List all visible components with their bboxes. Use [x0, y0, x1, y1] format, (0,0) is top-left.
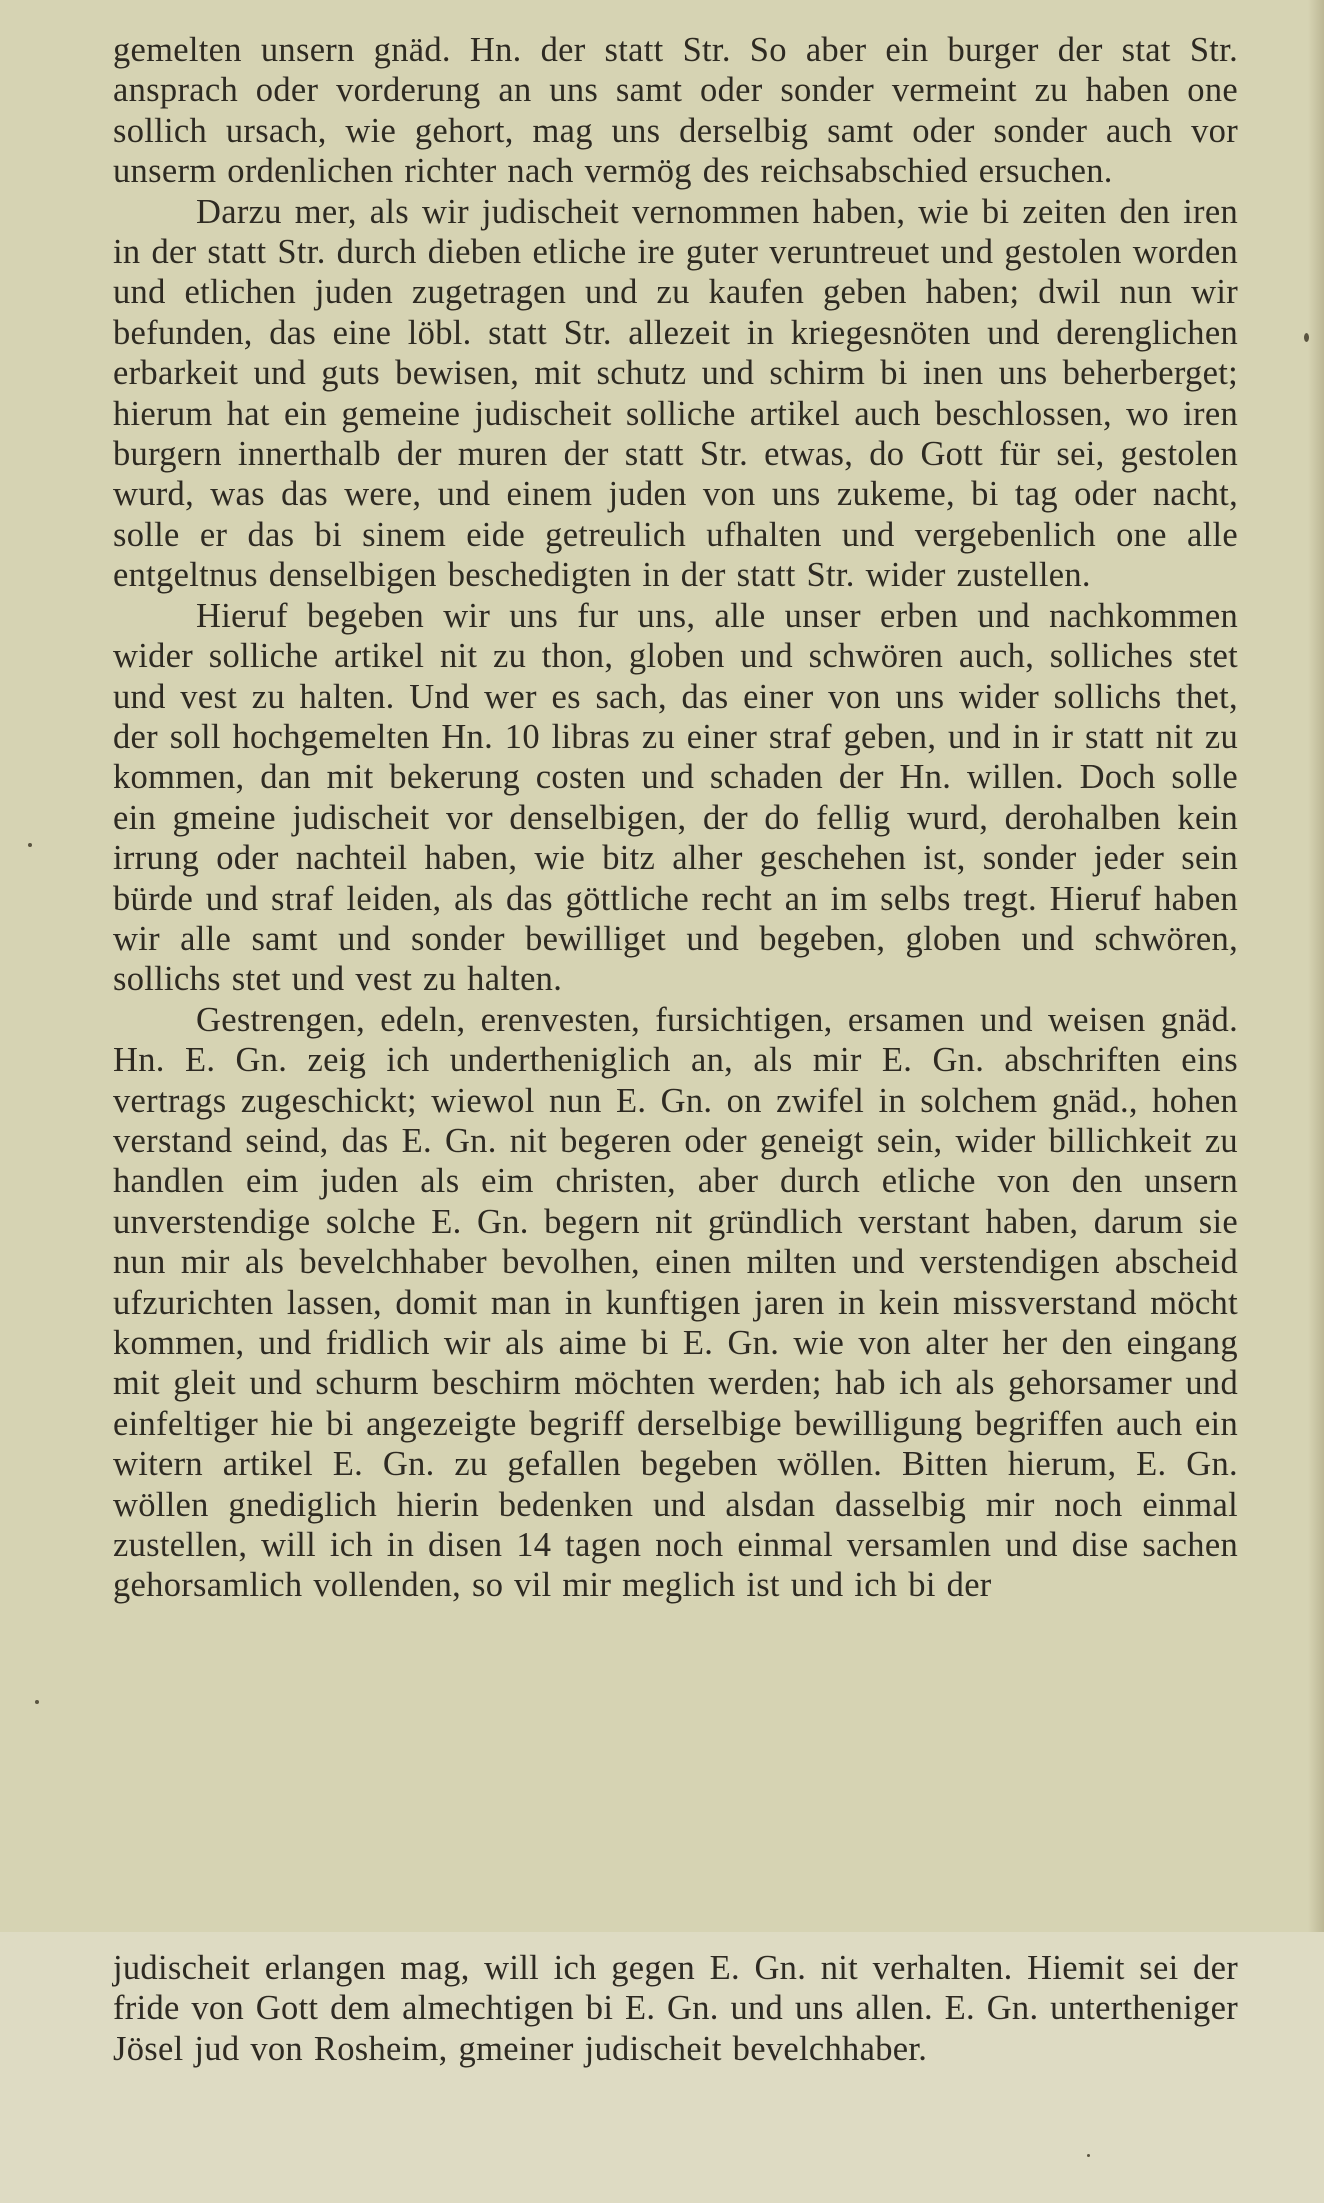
ink-speck — [28, 843, 32, 847]
ink-speck — [1087, 2154, 1090, 2157]
paragraph-4: Gestrengen, edeln, erenvesten, fursichtigen, ersamen und weisen gnäd. Hn. E. Gn. zeig ich undertheniglich an, als mir E. Gn. abschriften eins vertrags zugeschickt; wiewol nun E. Gn. on zwifel in solchem gnäd., hohen verstand seind, das E. Gn. nit begeren oder geneigt sein, wider billichkeit zu handlen eim juden als eim christen, aber durch etliche von den unsern unverstendige solche E. Gn. begern nit gründlich verstant haben, darum sie nun mir als bevelchhaber bevolhen, einen milten und verstendigen abscheid ufzurichten lassen, domit man in kunftigen jaren in kein missverstand möcht kommen, und fridlich wir als aime bi E. Gn. wie von alter her den eingang mit gleit und schurm beschirm möchten werden; hab ich als gehorsamer und einfeltiger hie bi angezeigte begriff derselbige bewilligung begriffen auch ein witern artikel E. Gn. zu gefallen begeben wöllen. Bitten hierum, E. Gn. wöllen gnediglich hierin bedenken und alsdan dasselbig mir noch einmal zustellen, will ich in disen 14 tagen noch einmal versamlen und dise sachen gehorsamlich vollenden, so vil mir meglich ist und ich bi der — [113, 1000, 1238, 1605]
ink-speck — [1304, 333, 1309, 342]
ink-speck — [35, 1700, 39, 1704]
paragraph-3: Hieruf begeben wir uns fur uns, alle unser erben und nachkommen wider solliche artikel nit zu thon, globen und schwören auch, solliches stet und vest zu halten. Und wer es sach, das einer von uns wider sollichs thet, der soll hochgemelten Hn. 10 libras zu einer straf geben, und in ir statt nit zu kommen, dan mit bekerung costen und schaden der Hn. willen. Doch solle ein gmeine judischeit vor denselbigen, der do fellig wurd, derohalben kein irrung oder nachteil haben, wie bitz alher geschehen ist, sonder jeder sein bürde und straf leiden, als das göttliche recht an im selbs tregt. Hieruf haben wir alle samt und sonder bewilliget und begeben, globen und schwören, sollichs stet und vest zu halten. — [113, 596, 1238, 999]
body-text-upper — [113, 30, 1238, 1606]
paragraph-1: gemelten unsern gnäd. Hn. der statt Str. So aber ein burger der stat Str. ansprach oder vorderung an uns samt oder sonder vermeint zu haben one sollich ursach, wie gehort, mag uns derselbig samt oder sonder auch vor unserm ordenlichen richter nach vermög des reichsabschied ersuchen. — [113, 31, 1238, 191]
page-edge-shadow — [1308, 0, 1324, 1932]
body-text-lower — [113, 1948, 1238, 2069]
paragraph-5: judischeit erlangen mag, will ich gegen E. Gn. nit verhalten. Hiemit sei der fride von Gott dem almechtigen bi E. Gn. und uns allen. E. Gn. untertheniger Jösel jud von Rosheim, gmeiner judischeit bevelchhaber. — [113, 1949, 1238, 2068]
paragraph-2: Darzu mer, als wir judischeit vernommen haben, wie bi zeiten den iren in der statt Str. durch dieben etliche ire guter veruntreuet und gestolen worden und etlichen juden zugetragen und zu kaufen geben haben; dwil nun wir befunden, das eine löbl. statt Str. allezeit in kriegesnöten und derenglichen erbarkeit und guts bewisen, mit schutz und schirm bi inen uns beherberget; hierum hat ein gemeine judischeit solliche artikel auch beschlossen, wo iren burgern innerthalb der muren der statt Str. etwas, do Gott für sei, gestolen wurd, was das were, und einem juden von uns zukeme, bi tag oder nacht, solle er das bi sinem eide getreulich ufhalten und vergebenlich one alle entgeltnus denselbigen beschedigten in der statt Str. wider zustellen. — [113, 192, 1238, 595]
